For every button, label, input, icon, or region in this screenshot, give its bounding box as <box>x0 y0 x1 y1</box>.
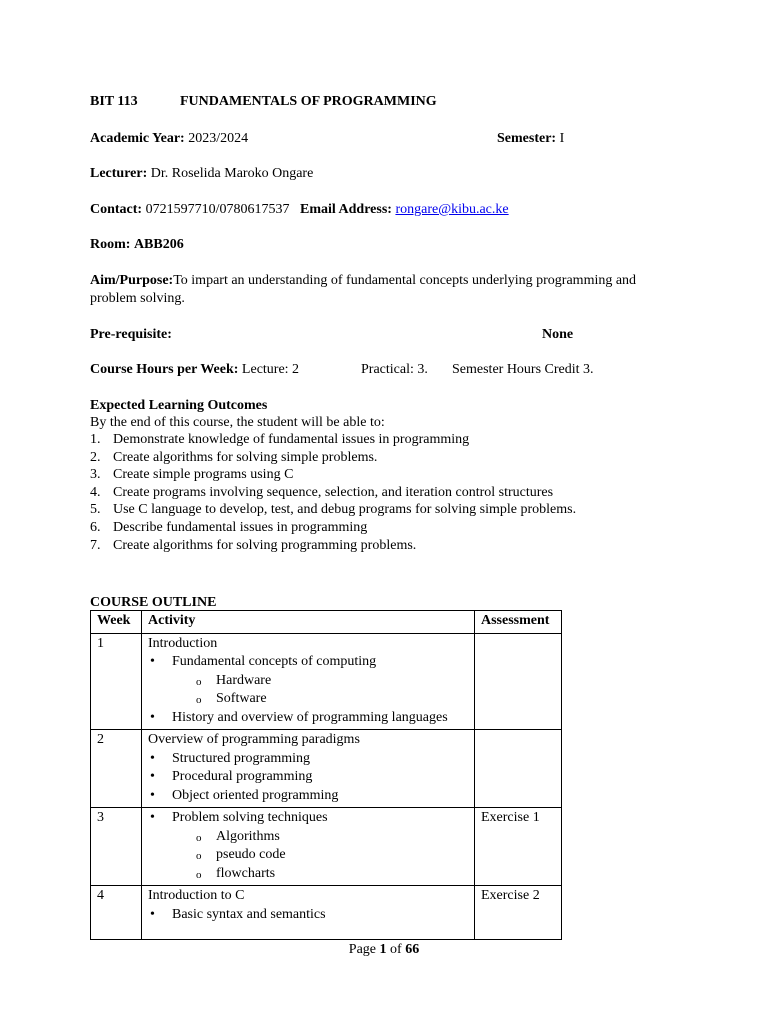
header-week: Week <box>91 611 142 634</box>
course-title: FUNDAMENTALS OF PROGRAMMING <box>180 94 437 109</box>
table-row <box>91 808 562 886</box>
outcomes-list <box>90 431 576 554</box>
prerequisite-value-wrap <box>542 326 573 343</box>
table-row <box>91 886 562 940</box>
list-item: 1. Demonstrate knowledge of fundamental issues in programming <box>90 432 470 447</box>
outcomes-intro: By the end of this course, the student will be able to: <box>90 415 385 430</box>
assessment-cell: Exercise 1 <box>475 808 562 886</box>
activity-cell: Introduction • Fundamental concepts of computing o Hardware o Software • History and overview of programming languages <box>142 633 475 730</box>
assessment-cell <box>475 730 562 808</box>
activity-cell: Overview of programming paradigms • Structured programming • Procedural programming • Object oriented programming <box>142 730 475 808</box>
page-footer <box>0 942 768 958</box>
contact-phone: 0721597710/0780617537 <box>145 202 290 217</box>
room-value: ABB206 <box>133 237 184 252</box>
page-label: Page <box>348 942 377 957</box>
header-activity: Activity <box>142 611 475 634</box>
aim-continuation <box>90 290 185 307</box>
lecturer-value: Dr. Roselida Maroko Ongare <box>150 166 314 181</box>
outline-heading: COURSE OUTLINE <box>90 595 217 610</box>
outcomes-heading: Expected Learning Outcomes <box>90 398 268 413</box>
email-label: Email Address: <box>300 202 392 217</box>
contact-row <box>90 201 509 218</box>
aim-text-line2: problem solving. <box>90 291 185 306</box>
page-total: 66 <box>405 942 420 957</box>
lecturer-label: Lecturer: <box>90 166 148 181</box>
room-label: Room: <box>90 237 131 252</box>
page-number: 1 <box>379 942 387 957</box>
lecturer-row <box>90 165 313 182</box>
table-header-row <box>91 611 562 634</box>
course-header <box>90 93 437 110</box>
semester-row <box>497 130 564 147</box>
week-cell: 2 <box>91 730 142 808</box>
hours-row <box>90 361 299 378</box>
hours-lecture: Lecture: 2 <box>241 362 300 377</box>
contact-label: Contact: <box>90 202 143 217</box>
hours-practical: Practical: 3. <box>361 362 428 377</box>
course-code: BIT 113 <box>90 94 138 109</box>
list-item: 7. Create algorithms for solving programming problems. <box>90 537 417 553</box>
assessment-cell <box>475 633 562 730</box>
list-item: 4. Create programs involving sequence, selection, and iteration control structures <box>90 484 554 500</box>
prerequisite-row <box>90 326 172 343</box>
academic-year-row <box>90 130 248 147</box>
list-item: 2. Create algorithms for solving simple problems. <box>90 449 378 465</box>
activity-cell: Introduction to C • Basic syntax and semantics <box>142 886 475 940</box>
aim-row <box>90 272 636 289</box>
week-cell: 1 <box>91 633 142 730</box>
hours-credit: Semester Hours Credit 3. <box>452 362 594 377</box>
semester-label: Semester: <box>497 131 557 146</box>
table-row <box>91 633 562 730</box>
week-cell: 4 <box>91 886 142 940</box>
of-label: of <box>390 942 402 957</box>
academic-year-value: 2023/2024 <box>188 131 249 146</box>
hours-practical-wrap <box>361 361 428 378</box>
hours-credit-wrap <box>452 361 594 378</box>
room-row <box>90 236 184 253</box>
activity-cell: • Problem solving techniques o Algorithms o pseudo code o flowcharts <box>142 808 475 886</box>
prerequisite-value: None <box>542 327 574 342</box>
course-outline-table <box>90 610 562 940</box>
academic-year-label: Academic Year: <box>90 131 185 146</box>
list-item: 5. Use C language to develop, test, and debug programs for solving simple problems. <box>90 502 577 518</box>
table-row <box>91 730 562 808</box>
assessment-cell: Exercise 2 <box>475 886 562 940</box>
week-cell: 3 <box>91 808 142 886</box>
list-item: 6. Describe fundamental issues in programming <box>90 519 368 535</box>
aim-label: Aim/Purpose: <box>90 273 174 288</box>
hours-label: Course Hours per Week: <box>90 362 239 377</box>
header-assessment: Assessment <box>475 611 562 634</box>
list-item: 3. Create simple programs using C <box>90 467 294 483</box>
aim-text-line1: To impart an understanding of fundamental concepts underlying programming and <box>173 273 637 288</box>
semester-value: I <box>559 131 565 146</box>
email-link[interactable]: rongare@kibu.ac.ke <box>395 202 509 217</box>
prerequisite-label: Pre-requisite: <box>90 327 172 342</box>
